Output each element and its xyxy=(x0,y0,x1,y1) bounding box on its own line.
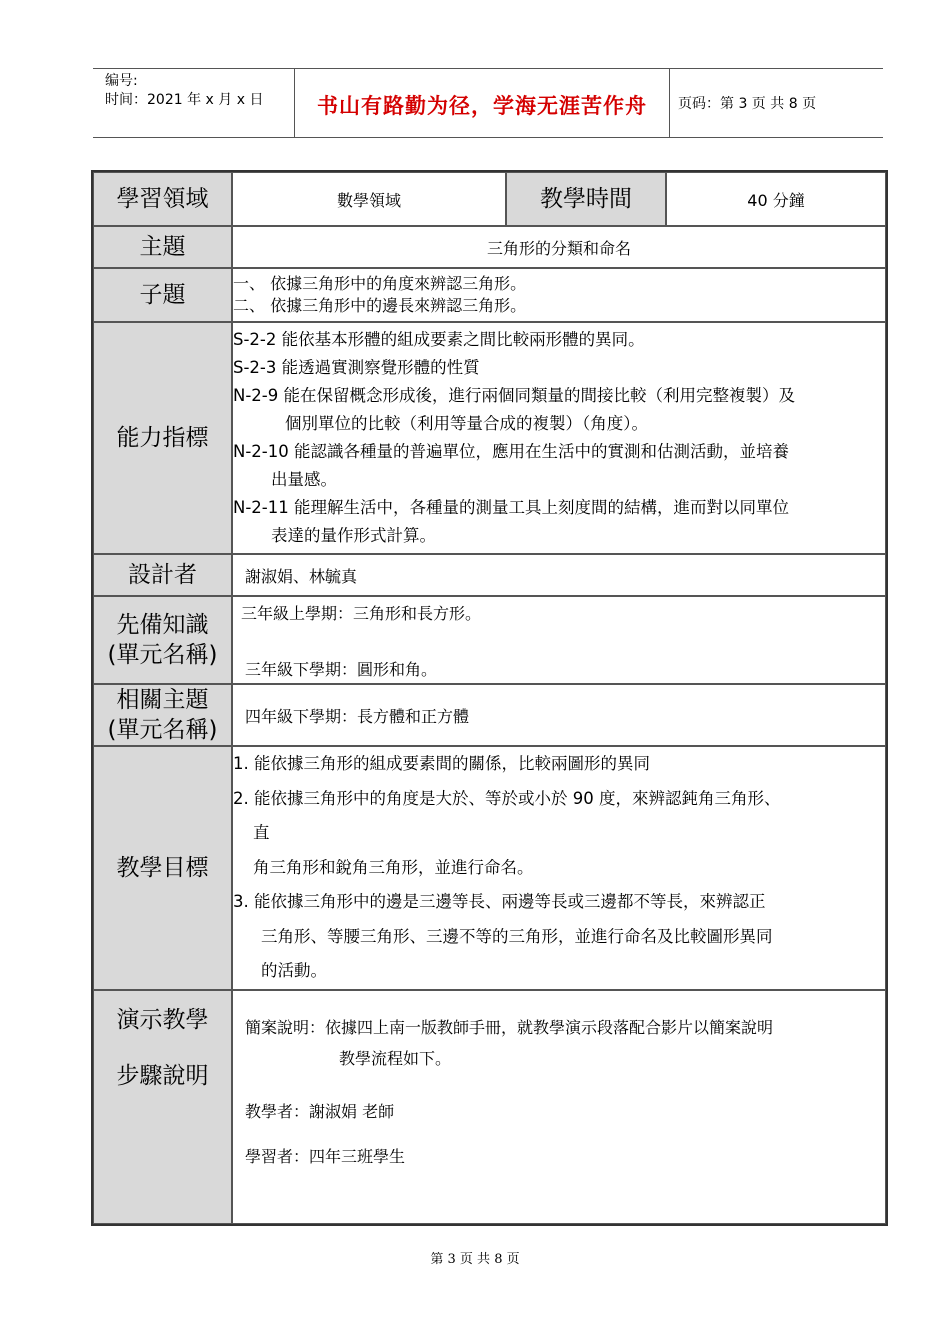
objective-line: 角三角形和銳角三角形，並進行命名。 xyxy=(253,857,534,877)
row-topic xyxy=(93,226,886,268)
topic-label: 主題 xyxy=(93,226,232,268)
prior-line: 三年級下學期：圓形和角。 xyxy=(245,660,438,679)
page-header xyxy=(93,68,883,138)
subtopic-line: 一、 依據三角形中的角度來辨認三角形。 xyxy=(233,274,527,293)
objective-line: 1. 能依據三角形的組成要素間的關係，比較兩圖形的異同 xyxy=(233,754,650,773)
demo-label xyxy=(93,990,232,1224)
objectives-value xyxy=(232,746,886,990)
prior-label-line: 先備知識 xyxy=(116,612,209,638)
demo-learner: 學習者：四年三班學生 xyxy=(245,1146,406,1166)
related-value: 四年級下學期：長方體和正方體 xyxy=(232,684,886,746)
prior-value xyxy=(232,596,886,684)
row-related xyxy=(93,684,886,746)
related-label-line: (單元名稱) xyxy=(107,717,218,743)
ability-line: S-2-3 能透過實測察覺形體的性質 xyxy=(233,358,480,377)
ability-line: 出量感。 xyxy=(271,470,337,489)
row-demo xyxy=(93,990,886,1224)
lesson-plan-table xyxy=(91,170,888,1226)
page-info: 页码：第 3 页 共 8 页 xyxy=(678,96,817,112)
duration-value: 40 分鐘 xyxy=(666,172,886,226)
prior-label-line: (單元名稱) xyxy=(107,642,218,668)
time-label: 时间：2021 年 x 月 x 日 xyxy=(105,92,264,108)
demo-label-line: 步驟說明 xyxy=(116,1062,209,1089)
field-label: 學習領域 xyxy=(93,172,232,226)
objective-line: 直 xyxy=(253,823,270,842)
demo-value xyxy=(232,990,886,1224)
designer-label: 設計者 xyxy=(93,554,232,596)
ability-line: N-2-10 能認識各種量的普遍單位，應用在生活中的實測和估測活動，並培養 xyxy=(233,442,789,461)
designer-value: 謝淑娟、林毓真 xyxy=(232,554,886,596)
row-subtopic xyxy=(93,268,886,322)
ability-line: S-2-2 能依基本形體的組成要素之間比較兩形體的異同。 xyxy=(233,330,645,349)
prior-line: 三年級上學期：三角形和長方形。 xyxy=(241,604,482,623)
duration-label: 教學時間 xyxy=(506,172,666,226)
demo-label-line: 演示教學 xyxy=(116,1006,209,1033)
field-value: 數學領域 xyxy=(232,172,506,226)
ability-value xyxy=(232,322,886,554)
row-objectives xyxy=(93,746,886,990)
page-footer: 第 3 页 共 8 页 xyxy=(430,1252,520,1267)
demo-summary-line: 教學流程如下。 xyxy=(339,1048,452,1068)
related-label-line: 相關主題 xyxy=(116,687,209,713)
objective-line: 2. 能依據三角形中的角度是大於、等於或小於 90 度，來辨認鈍角三角形、 xyxy=(233,788,781,808)
ability-label: 能力指標 xyxy=(93,322,232,554)
ability-line: 表達的量作形式計算。 xyxy=(271,526,436,545)
ability-line: N-2-11 能理解生活中，各種量的測量工具上刻度間的結構，進而對以同單位 xyxy=(233,498,789,517)
objective-line: 3. 能依據三角形中的邊是三邊等長、兩邊等長或三邊都不等長，來辨認正 xyxy=(233,892,766,911)
demo-teacher: 教學者：謝淑娟 老師 xyxy=(245,1101,395,1121)
motto: 书山有路勤为径，学海无涯苦作舟 xyxy=(317,94,647,118)
objectives-label: 教學目標 xyxy=(93,746,232,990)
related-label xyxy=(93,684,232,746)
header-motto-cell xyxy=(295,69,670,137)
header-meta-cell xyxy=(93,69,295,137)
row-prior xyxy=(93,596,886,684)
row-designer xyxy=(93,554,886,596)
objective-line: 三角形、等腰三角形、三邊不等的三角形，並進行命名及比較圖形異同 xyxy=(261,926,773,946)
ability-line: N-2-9 能在保留概念形成後，進行兩個同類量的間接比較（利用完整複製）及 xyxy=(233,386,795,405)
prior-label xyxy=(93,596,232,684)
subtopic-value xyxy=(232,268,886,322)
row-field xyxy=(93,172,886,226)
topic-value: 三角形的分類和命名 xyxy=(232,226,886,268)
subtopic-label: 子題 xyxy=(93,268,232,322)
demo-summary-line: 簡案說明：依據四上南一版教師手冊，就教學演示段落配合影片以簡案說明 xyxy=(245,1017,774,1037)
header-page-cell xyxy=(670,69,883,137)
subtopic-line: 二、 依據三角形中的邊長來辨認三角形。 xyxy=(233,296,527,315)
number-label: 编号: xyxy=(105,73,138,89)
objective-line: 的活動。 xyxy=(261,961,327,980)
row-ability xyxy=(93,322,886,554)
ability-line: 個別單位的比較（利用等量合成的複製）（角度）。 xyxy=(285,414,648,433)
